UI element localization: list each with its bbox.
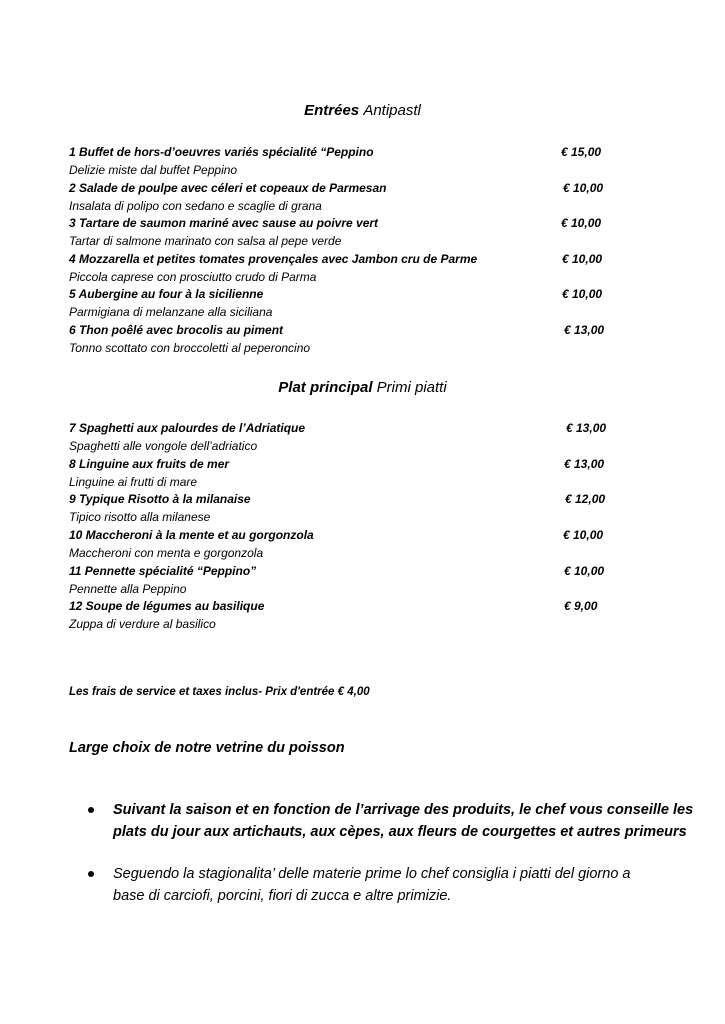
item-name: 8 Linguine aux fruits de mer	[69, 457, 230, 471]
menu-item	[69, 285, 629, 321]
item-name: 3 Tartare de saumon mariné avec sause au poivre vert	[69, 216, 379, 230]
section-title-entrees	[0, 102, 725, 120]
item-price: € 10,00	[562, 252, 603, 266]
section-title-fr: Plat principal	[278, 379, 373, 396]
item-price: € 10,00	[563, 181, 604, 195]
item-name: 4 Mozzarella et petites tomates provençales avec Jambon cru de Parme	[69, 252, 478, 266]
section-title-fr: Entrées	[304, 102, 360, 119]
menu-item	[69, 526, 629, 562]
item-price: € 15,00	[561, 145, 602, 159]
bullet-item-it	[88, 863, 708, 907]
item-price: € 13,00	[564, 323, 605, 337]
item-name: 2 Salade de poulpe avec céleri et copeaux de Parmesan	[69, 181, 387, 195]
bullet-line: base di carciofi, porcini, fiori di zucca e altre primizie.	[113, 888, 452, 904]
menu-item	[69, 597, 629, 633]
menu-item	[69, 455, 629, 491]
item-name: 10 Maccheroni à la mente et au gorgonzola	[69, 528, 314, 542]
item-name: 12 Soupe de légumes au basilique	[69, 599, 265, 613]
item-name: 1 Buffet de hors-d’oeuvres variés spécialité “Peppino	[69, 145, 374, 159]
bullet-line: Suivant la saison et en fonction de l’arrivage des produits, le chef vous conseille les	[113, 802, 694, 818]
item-name: 6 Thon poêlé avec brocolis au piment	[69, 323, 284, 337]
bullet-line: Seguendo la stagionalita’ delle materie prime lo chef consiglia i piatti del giorno a	[113, 866, 631, 882]
menu-item	[69, 143, 629, 179]
bullet-line: plats du jour aux artichauts, aux cèpes, aux fleurs de courgettes et autres primeurs	[113, 824, 687, 840]
item-description: Pennette alla Peppino	[69, 582, 187, 596]
menu-item	[69, 562, 629, 598]
item-description: Parmigiana di melanzane alla siciliana	[69, 305, 273, 319]
service-note: Les frais de service et taxes inclus- Prix d'entrée € 4,00	[69, 686, 370, 698]
item-description: Tartar di salmone marinato con salsa al pepe verde	[69, 234, 342, 248]
item-description: Spaghetti alle vongole dell’adriatico	[69, 439, 258, 453]
item-description: Insalata di polipo con sedano e scaglie di grana	[69, 199, 322, 213]
item-description: Linguine ai frutti di mare	[69, 475, 198, 489]
menu-item	[69, 250, 629, 286]
item-description: Tonno scottato con broccoletti al peperoncino	[69, 341, 311, 355]
item-price: € 9,00	[564, 599, 598, 613]
item-description: Maccheroni con menta e gorgonzola	[69, 546, 264, 560]
item-description: Tipico risotto alla milanese	[69, 510, 211, 524]
item-price: € 12,00	[565, 492, 606, 506]
section-title-plat-principal	[0, 379, 725, 397]
section-title-it: Primi piatti	[376, 379, 447, 396]
bullet-item-fr	[88, 799, 708, 843]
menu-item	[69, 179, 629, 215]
item-price: € 10,00	[561, 216, 602, 230]
item-price: € 13,00	[564, 457, 605, 471]
item-name: 9 Typique Risotto à la milanaise	[69, 492, 251, 506]
menu-item	[69, 419, 629, 455]
bullet-icon	[88, 807, 94, 813]
item-description: Zuppa di verdure al basilico	[69, 617, 216, 631]
item-name: 5 Aubergine au four à la sicilienne	[69, 287, 264, 301]
bullet-icon	[88, 871, 94, 877]
fish-heading: Large choix de notre vetrine du poisson	[69, 740, 345, 756]
item-price: € 10,00	[564, 564, 605, 578]
menu-item	[69, 490, 629, 526]
menu-item	[69, 214, 629, 250]
section-title-it: Antipastl	[363, 102, 421, 119]
item-price: € 10,00	[562, 287, 603, 301]
item-description: Delizie miste dal buffet Peppino	[69, 163, 238, 177]
item-name: 11 Pennette spécialité “Peppino”	[69, 564, 257, 578]
menu-item	[69, 321, 629, 357]
item-description: Piccola caprese con prosciutto crudo di Parma	[69, 270, 317, 284]
item-name: 7 Spaghetti aux palourdes de l’Adriatique	[69, 421, 306, 435]
item-price: € 10,00	[563, 528, 604, 542]
item-price: € 13,00	[566, 421, 607, 435]
